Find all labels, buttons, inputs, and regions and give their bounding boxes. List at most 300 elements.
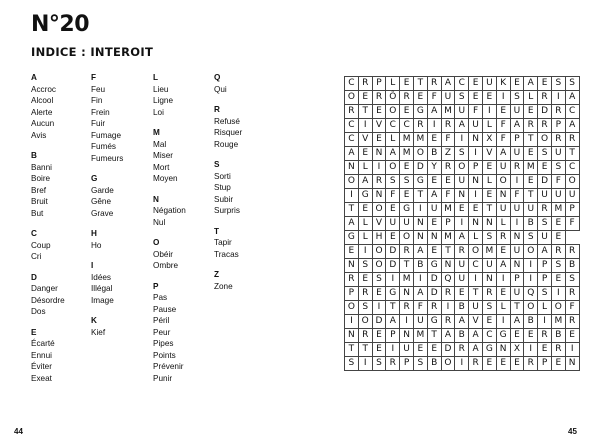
grid-cell: U (565, 189, 579, 203)
word-item: Feu (91, 84, 106, 94)
grid-cell: S (372, 273, 386, 287)
grid-cell: Q (441, 273, 455, 287)
grid-row (345, 133, 580, 147)
word-search-grid (344, 76, 580, 371)
word-item: Fumés (91, 142, 117, 151)
grid-cell: E (524, 147, 538, 161)
grid-cell: R (358, 77, 372, 91)
grid-cell: R (386, 357, 400, 371)
group-letter: L (153, 73, 159, 82)
grid-cell: R (400, 301, 414, 315)
word-item: Négation (153, 206, 186, 215)
grid-cell: M (524, 161, 538, 175)
grid-cell: S (538, 147, 552, 161)
grid-cell: E (469, 91, 483, 105)
grid-cell: T (565, 147, 579, 161)
grid-cell: L (538, 301, 552, 315)
grid-cell: O (400, 231, 414, 245)
grid-cell: I (482, 105, 496, 119)
grid-cell: F (427, 91, 441, 105)
grid-cell: R (427, 301, 441, 315)
grid-cell: L (482, 119, 496, 133)
grid-cell: D (427, 287, 441, 301)
grid-cell: D (538, 175, 552, 189)
word-item: Garde (91, 185, 114, 195)
word-item: Kief (91, 327, 106, 337)
word-item: Surpris (214, 206, 240, 215)
grid-cell: I (496, 91, 510, 105)
grid-cell: T (427, 329, 441, 343)
grid-cell: I (372, 301, 386, 315)
grid-cell: S (551, 259, 565, 273)
grid-cell: A (413, 287, 427, 301)
grid-cell: S (510, 91, 524, 105)
grid-cell: E (469, 203, 483, 217)
grid-cell: S (551, 77, 565, 91)
grid-cell: A (427, 189, 441, 203)
word-item: Dos (31, 307, 46, 316)
word-group (214, 104, 272, 150)
grid-cell: X (482, 133, 496, 147)
grid-row (345, 343, 580, 357)
grid-cell: U (510, 287, 524, 301)
grid-cell: I (551, 287, 565, 301)
grid-cell: B (427, 357, 441, 371)
grid-cell: A (510, 119, 524, 133)
grid-cell: T (413, 77, 427, 91)
grid-cell: E (427, 343, 441, 357)
grid-cell: A (496, 147, 510, 161)
word-list-column (31, 72, 89, 393)
grid-cell: U (400, 217, 414, 231)
grid-cell: L (496, 301, 510, 315)
group-letter: K (91, 316, 97, 325)
grid-row (345, 105, 580, 119)
grid-cell: R (469, 357, 483, 371)
grid-cell: R (345, 105, 359, 119)
grid-cell: U (455, 259, 469, 273)
grid-cell: A (413, 245, 427, 259)
grid-cell: U (400, 343, 414, 357)
grid-cell: O (469, 245, 483, 259)
word-group (91, 228, 149, 251)
grid-cell: I (455, 217, 469, 231)
grid-cell: U (551, 147, 565, 161)
grid-cell: L (482, 175, 496, 189)
grid-cell: R (551, 343, 565, 357)
grid-cell: E (496, 245, 510, 259)
grid-cell: E (372, 329, 386, 343)
grid-cell: R (441, 119, 455, 133)
grid-cell: E (524, 329, 538, 343)
group-letter: F (91, 73, 97, 82)
grid-cell: N (427, 231, 441, 245)
grid-row (345, 161, 580, 175)
grid-cell: G (496, 329, 510, 343)
grid-cell: N (469, 175, 483, 189)
grid-cell: E (372, 105, 386, 119)
grid-cell: L (358, 217, 372, 231)
grid-cell: R (358, 287, 372, 301)
grid-cell: S (358, 259, 372, 273)
grid-cell: R (358, 329, 372, 343)
word-item: Rouge (214, 139, 239, 149)
grid-cell: U (455, 273, 469, 287)
grid-cell: P (565, 203, 579, 217)
word-item: Pause (153, 304, 177, 314)
word-list-column (91, 72, 149, 347)
grid-cell: E (455, 287, 469, 301)
grid-cell: R (565, 133, 579, 147)
word-item: Écarté (31, 339, 55, 348)
word-item: Banni (31, 162, 52, 172)
grid-cell: I (413, 273, 427, 287)
group-letter: T (214, 226, 220, 236)
grid-cell: R (441, 315, 455, 329)
grid-cell: B (413, 259, 427, 273)
grid-cell: S (482, 301, 496, 315)
grid-cell: H (372, 231, 386, 245)
word-item: Zone (214, 281, 233, 291)
grid-cell: R (441, 161, 455, 175)
word-item: Idées (91, 272, 112, 282)
grid-cell: E (372, 343, 386, 357)
grid-cell: N (496, 189, 510, 203)
grid-cell: P (469, 161, 483, 175)
word-item: Alcool (31, 96, 54, 105)
grid-cell: A (386, 147, 400, 161)
word-item: Tapir (214, 238, 232, 247)
grid-cell: A (455, 231, 469, 245)
grid-cell: U (524, 203, 538, 217)
grid-cell: P (510, 133, 524, 147)
grid-cell: A (524, 77, 538, 91)
grid-cell: U (482, 259, 496, 273)
grid-cell: N (469, 133, 483, 147)
grid-cell: S (538, 287, 552, 301)
group-letter: D (31, 272, 37, 282)
grid-cell: F (496, 133, 510, 147)
grid-cell: P (538, 357, 552, 371)
grid-cell: O (372, 259, 386, 273)
grid-cell: U (551, 189, 565, 203)
grid-cell: T (386, 301, 400, 315)
grid-cell: E (441, 175, 455, 189)
grid-cell: S (565, 273, 579, 287)
grid-cell: I (386, 273, 400, 287)
grid-cell: A (469, 329, 483, 343)
grid-cell: S (358, 301, 372, 315)
grid-cell: A (496, 259, 510, 273)
grid-cell: P (386, 329, 400, 343)
grid-cell: B (524, 315, 538, 329)
word-item: Obéir (153, 249, 174, 259)
word-item: Aucun (31, 119, 55, 128)
grid-cell: G (413, 175, 427, 189)
grid-cell: E (358, 203, 372, 217)
grid-cell: A (455, 315, 469, 329)
grid-row (345, 77, 580, 91)
word-group (214, 159, 272, 217)
grid-cell: S (386, 175, 400, 189)
grid-cell: E (524, 175, 538, 189)
grid-cell: N (345, 161, 359, 175)
word-item: Risquer (214, 128, 243, 137)
grid-cell: I (524, 273, 538, 287)
grid-cell: S (400, 175, 414, 189)
grid-cell: A (345, 217, 359, 231)
grid-cell: F (496, 119, 510, 133)
grid-cell: G (427, 259, 441, 273)
word-item: Mort (153, 162, 170, 172)
grid-cell: A (565, 91, 579, 105)
grid-cell: I (455, 357, 469, 371)
grid-cell: E (400, 189, 414, 203)
grid-cell: I (469, 273, 483, 287)
grid-cell: G (400, 203, 414, 217)
group-letter: O (153, 238, 160, 247)
grid-cell: T (400, 259, 414, 273)
grid-cell: E (551, 273, 565, 287)
grid-cell: M (441, 231, 455, 245)
grid-cell: S (482, 231, 496, 245)
word-item: Fin (91, 96, 103, 105)
grid-cell: S (413, 357, 427, 371)
grid-cell: A (345, 147, 359, 161)
grid-cell: I (524, 343, 538, 357)
grid-cell: Q (524, 287, 538, 301)
grid-cell: R (400, 91, 414, 105)
word-group (153, 194, 211, 229)
grid-cell: E (482, 189, 496, 203)
grid-cell: I (551, 91, 565, 105)
grid-cell: I (496, 273, 510, 287)
word-group (153, 72, 211, 118)
grid-cell: E (358, 91, 372, 105)
grid-cell: E (538, 343, 552, 357)
grid-cell: R (455, 245, 469, 259)
word-item: Nul (153, 217, 166, 227)
word-item: Image (91, 295, 114, 305)
grid-cell: N (482, 273, 496, 287)
grid-cell: U (482, 77, 496, 91)
grid-cell: R (372, 91, 386, 105)
word-item: Boire (31, 174, 51, 183)
grid-cell: C (345, 119, 359, 133)
grid-cell: A (510, 315, 524, 329)
grid-cell: T (345, 343, 359, 357)
grid-cell: I (345, 315, 359, 329)
grid-cell: U (427, 203, 441, 217)
grid-cell: E (469, 77, 483, 91)
grid-cell: I (358, 245, 372, 259)
grid-row (345, 203, 580, 217)
grid-cell: X (510, 343, 524, 357)
grid-cell: D (441, 343, 455, 357)
word-item: Avis (31, 130, 47, 140)
grid-cell: N (510, 259, 524, 273)
word-item: Subir (214, 194, 234, 204)
grid-cell: S (538, 217, 552, 231)
grid-cell: C (386, 119, 400, 133)
grid-row (345, 245, 580, 259)
grid-cell: E (427, 217, 441, 231)
grid-cell: U (496, 203, 510, 217)
grid-cell: G (482, 343, 496, 357)
grid-cell: L (358, 161, 372, 175)
grid-cell: R (372, 175, 386, 189)
grid-cell: M (413, 133, 427, 147)
grid-cell: D (372, 315, 386, 329)
grid-cell: R (413, 119, 427, 133)
word-item: Lieu (153, 84, 169, 94)
grid-cell: R (551, 133, 565, 147)
word-item: Gêne (91, 197, 112, 206)
grid-cell: T (524, 189, 538, 203)
grid-cell: T (358, 105, 372, 119)
grid-cell: A (358, 175, 372, 189)
word-item: Bruit (31, 197, 48, 206)
grid-cell: D (386, 259, 400, 273)
grid-cell: O (524, 245, 538, 259)
grid-cell: B (551, 329, 565, 343)
grid-cell: E (565, 329, 579, 343)
grid-cell: E (400, 161, 414, 175)
grid-cell: I (386, 343, 400, 357)
grid-cell: O (413, 147, 427, 161)
word-item: Pas (153, 293, 168, 302)
grid-cell: U (510, 203, 524, 217)
grid-cell: R (524, 357, 538, 371)
grid-cell: M (482, 245, 496, 259)
grid-cell: O (372, 203, 386, 217)
word-group (91, 72, 149, 164)
word-group (31, 150, 89, 219)
word-item: Pipes (153, 339, 174, 348)
grid-cell: E (413, 343, 427, 357)
grid-cell: R (565, 315, 579, 329)
grid-cell: E (358, 147, 372, 161)
grid-cell: O (358, 315, 372, 329)
grid-cell: M (413, 329, 427, 343)
grid-cell: D (386, 245, 400, 259)
group-letter: B (31, 151, 37, 160)
grid-cell: F (441, 133, 455, 147)
word-item: Sorti (214, 171, 231, 181)
grid-cell: U (510, 105, 524, 119)
grid-cell: T (482, 203, 496, 217)
word-item: Fumeurs (91, 153, 124, 163)
puzzle-hint: INDICE : INTEROIT (31, 45, 154, 59)
grid-cell: E (496, 357, 510, 371)
grid-cell: U (455, 175, 469, 189)
word-item: Éviter (31, 362, 52, 371)
grid-row (345, 315, 580, 329)
grid-cell: R (538, 329, 552, 343)
word-item: Stup (214, 183, 231, 192)
grid-cell: L (469, 231, 483, 245)
grid-cell: N (441, 259, 455, 273)
grid-cell: U (413, 315, 427, 329)
grid-cell: R (441, 287, 455, 301)
grid-cell: U (496, 161, 510, 175)
word-item: Qui (214, 84, 227, 94)
grid-cell: F (386, 189, 400, 203)
grid-cell: R (496, 231, 510, 245)
group-letter: C (31, 229, 37, 238)
grid-cell: I (565, 343, 579, 357)
grid-cell: Y (427, 161, 441, 175)
grid-cell: B (455, 329, 469, 343)
grid-cell: O (345, 175, 359, 189)
word-item: Accroc (31, 84, 57, 94)
grid-cell: O (496, 175, 510, 189)
grid-cell: L (496, 217, 510, 231)
grid-cell: A (455, 119, 469, 133)
grid-cell: G (413, 105, 427, 119)
grid-cell: U (510, 147, 524, 161)
grid-cell: B (455, 301, 469, 315)
grid-cell: O (551, 301, 565, 315)
grid-cell: P (538, 259, 552, 273)
grid-cell: U (386, 217, 400, 231)
grid-row (345, 217, 580, 231)
grid-cell: Ô (386, 91, 400, 105)
grid-cell: E (551, 231, 565, 245)
grid-cell: S (565, 77, 579, 91)
grid-cell: F (469, 105, 483, 119)
grid-cell: E (345, 245, 359, 259)
grid-cell: Z (441, 147, 455, 161)
grid-cell: F (565, 217, 579, 231)
grid-cell: O (345, 91, 359, 105)
grid-cell: I (469, 189, 483, 203)
grid-cell: S (372, 357, 386, 371)
grid-cell: N (413, 217, 427, 231)
grid-cell: C (565, 161, 579, 175)
grid-cell: R (482, 287, 496, 301)
grid-cell: K (496, 77, 510, 91)
grid-cell: E (551, 357, 565, 371)
grid-cell: I (510, 175, 524, 189)
grid-cell: E (482, 91, 496, 105)
grid-cell: R (510, 161, 524, 175)
grid-cell: E (413, 91, 427, 105)
word-item: Danger (31, 284, 58, 293)
grid-cell: R (427, 77, 441, 91)
grid-cell: I (400, 315, 414, 329)
grid-cell: T (413, 189, 427, 203)
word-group (214, 226, 272, 261)
word-item: Coup (31, 240, 51, 250)
grid-cell: N (496, 343, 510, 357)
grid-row (345, 273, 580, 287)
grid-cell: R (524, 119, 538, 133)
grid-row (345, 301, 580, 315)
grid-cell: B (524, 217, 538, 231)
grid-cell: P (538, 273, 552, 287)
grid-cell: S (455, 91, 469, 105)
word-item: But (31, 208, 44, 218)
grid-cell: E (482, 161, 496, 175)
word-item: Refusé (214, 116, 240, 126)
grid-cell: C (345, 133, 359, 147)
group-letter: I (91, 261, 94, 270)
grid-cell: E (510, 77, 524, 91)
grid-cell: R (345, 273, 359, 287)
grid-cell: M (441, 105, 455, 119)
grid-cell: L (358, 231, 372, 245)
